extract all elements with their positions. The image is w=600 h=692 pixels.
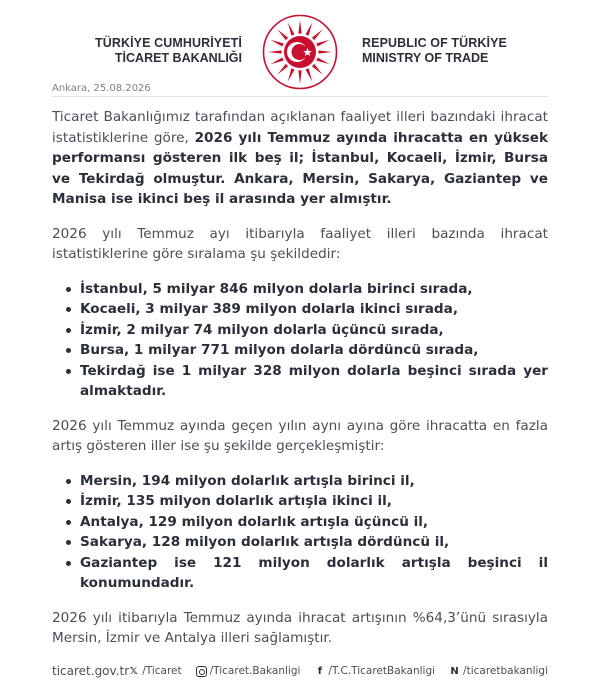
emblem-ray [312, 64, 323, 75]
republic-name-english: REPUBLIC OF TÜRKİYE [362, 36, 507, 50]
emblem-ray [298, 70, 301, 84]
emblem-ray [268, 50, 282, 53]
closing-paragraph: 2026 yılı itibarıyla Temmuz ayında ihracat artışının %64,3’ünü sırasıyla Mersin, İzmir ve Antalya illeri sağlamıştır. [52, 609, 548, 646]
emblem-ray [312, 29, 323, 40]
ministry-title-english: MINISTRY OF TRADE [362, 51, 489, 65]
ministry-name-turkish [95, 36, 242, 66]
emblem-ray [270, 58, 283, 65]
emblem-ray [318, 50, 332, 53]
x-link[interactable] [128, 665, 181, 677]
list-item: Gaziantep ise 121 milyon dolarlık artışla beşinci il konumundadır. [66, 553, 548, 594]
list-item: Antalya, 129 milyon dolarlık artışla üçüncü il, [66, 512, 548, 533]
emblem-ray [316, 40, 329, 47]
intro-paragraph [52, 107, 548, 210]
instagram-icon [196, 666, 207, 677]
social-links [128, 665, 548, 677]
ministry-title-turkish: TİCARET BAKANLIĞI [114, 51, 242, 65]
emblem-ray [306, 68, 313, 81]
list-item: İzmir, 2 milyar 74 milyon dolarla üçüncü sırada, [66, 320, 548, 341]
letterhead [0, 14, 600, 84]
increase-intro-paragraph: 2026 yılı Temmuz ayında geçen yılın aynı ayına göre ihracatta en fazla artış gösteren iller ise şu şekilde gerçekleşmiştir: [52, 417, 548, 454]
facebook-link[interactable] [314, 665, 435, 677]
facebook-icon: f [317, 665, 323, 677]
ministry-emblem-icon [262, 14, 338, 90]
emblem-ray [298, 20, 301, 34]
emblem-ray [270, 40, 283, 47]
emblem-ray [277, 64, 288, 75]
ministry-name-english [362, 36, 507, 66]
republic-name-turkish: TÜRKİYE CUMHURİYETİ [94, 36, 242, 50]
emblem-ray [277, 29, 288, 40]
list-item: İstanbul, 5 milyar 846 milyon dolarla birinci sırada, [66, 279, 548, 300]
export-increase-list [66, 471, 548, 594]
export-ranking-list [66, 279, 548, 402]
instagram-handle: /Ticaret.Bakanligi [209, 665, 301, 677]
x-handle: /Ticaret [142, 665, 182, 677]
header-divider [52, 96, 548, 97]
list-item: Tekirdağ ise 1 milyar 328 milyon dolarla beşinci sırada yer almaktadır. [66, 361, 548, 402]
facebook-handle: /T.C.TicaretBakanligi [328, 665, 436, 677]
nsosyal-handle: /ticaretbakanligi [463, 665, 548, 677]
list-item: Bursa, 1 milyar 771 milyon dolarla dördüncü sırada, [66, 340, 548, 361]
emblem-ray [288, 22, 295, 35]
footer [52, 664, 548, 682]
x-icon: 𝕏 [129, 665, 138, 677]
emblem-ray [288, 68, 295, 81]
ranking-intro-paragraph: 2026 yılı Temmuz ayı itibarıyla faaliyet illeri bazında ihracat istatistiklerine göre sıralama şu şekildedir: [52, 225, 548, 262]
intro-text: Ticaret Bakanlığımız tarafından açıklanan faaliyet illeri bazındaki ihracat istatistiklerine göre, [52, 109, 548, 146]
list-item: İzmir, 135 milyon dolarlık artışla ikinci il, [66, 491, 548, 512]
emblem-ray [306, 22, 313, 35]
press-release-body [52, 107, 548, 663]
website-link[interactable]: ticaret.gov.tr [52, 664, 130, 678]
nsosyal-link[interactable] [449, 665, 548, 677]
emblem-ray [316, 58, 329, 65]
list-item: Sakarya, 128 milyon dolarlık artışla dördüncü il, [66, 532, 548, 553]
press-release-date: Ankara, 25.08.2026 [52, 83, 157, 94]
list-item: Mersin, 194 milyon dolarlık artışla birinci il, [66, 471, 548, 492]
instagram-link[interactable] [196, 665, 301, 677]
nsosyal-icon: N [450, 665, 459, 677]
list-item: Kocaeli, 3 milyar 389 milyon dolarla ikinci sırada, [66, 299, 548, 320]
intro-bold-text: 2026 yılı Temmuz ayında ihracatta en yüksek performansı gösteren ilk beş il; İstanbul, Kocaeli, İzmir, Bursa ve Tekirdağ olmuştur. Ankara, Mersin, Sakarya, Gaziantep ve Manisa ise ikinci beş il arasında yer almıştır. [52, 129, 548, 207]
